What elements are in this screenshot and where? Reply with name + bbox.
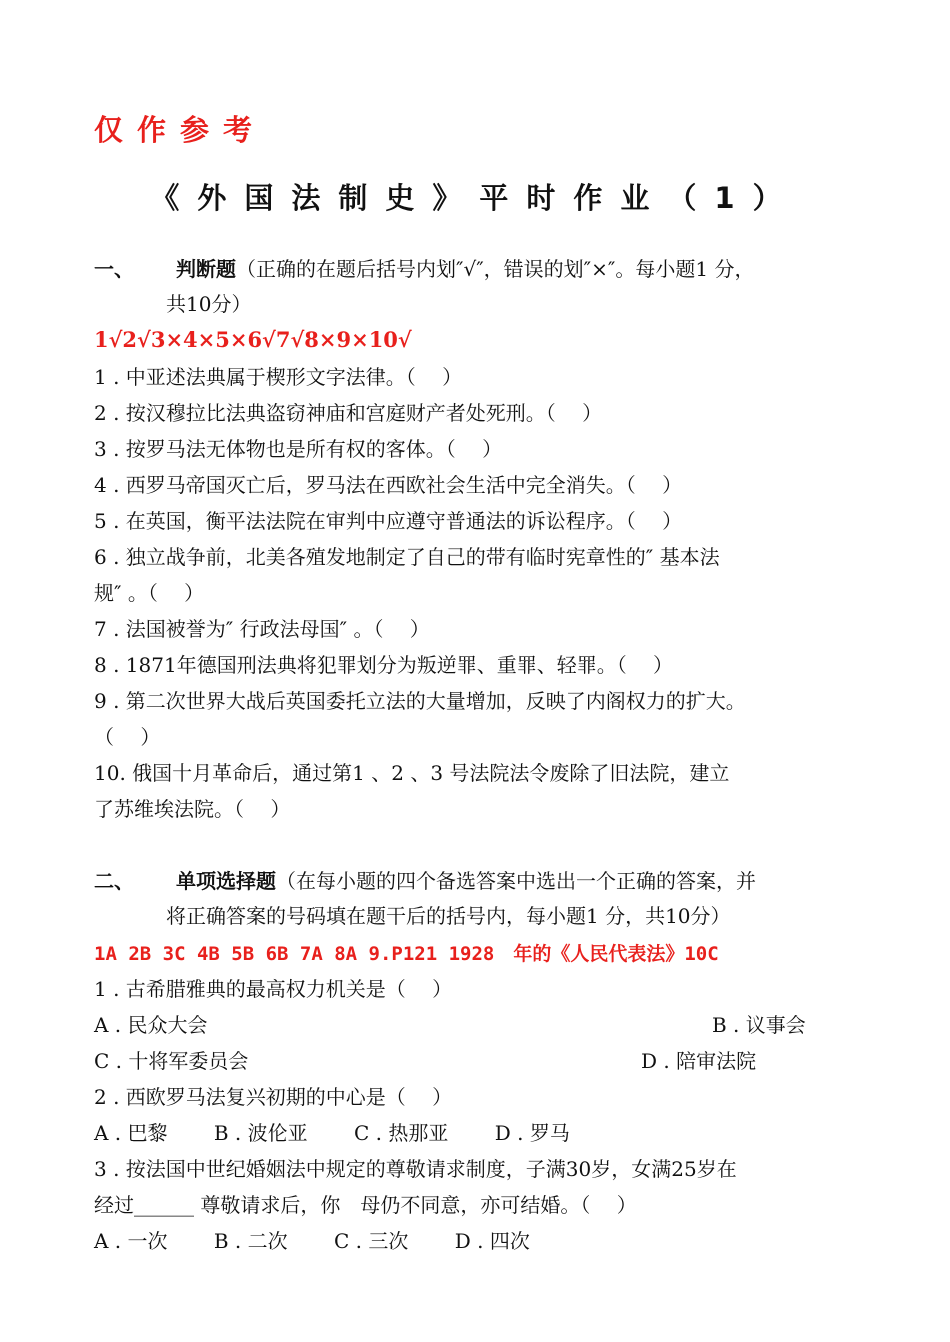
section-2-heading	[94, 867, 756, 895]
question-2-2: 2 . 西欧罗马法复兴初期的中心是（ ）	[94, 1085, 453, 1109]
section-2-number: 二、	[94, 869, 134, 893]
question-2-3: 3 . 按法国中世纪婚姻法中规定的尊敬请求制度，子满30岁，女满25岁在	[94, 1157, 737, 1181]
section-2-instructions-cont: 将正确答案的号码填在题干后的括号内，每小题1 分，共10分）	[166, 904, 731, 928]
question-1-7: 7 . 法国被誉为″ 行政法母国″ 。（ ）	[94, 617, 430, 641]
reference-only-label: 仅作参考	[94, 113, 267, 147]
section-2-instructions: （在每小题的四个备选答案中选出一个正确的答案，并	[276, 869, 756, 893]
section-1-heading	[94, 255, 754, 283]
section-1-answers: 1√2√3×4×5×6√7√8×9×10√	[94, 327, 412, 352]
question-1-9-cont: （ ）	[94, 725, 161, 749]
question-2-3-cont: 经过______ 尊敬请求后，你 母仍不同意，亦可结婚。（ ）	[94, 1193, 637, 1217]
question-1-10-cont: 了苏维埃法院。（ ）	[94, 797, 291, 821]
question-2-1-option-a: A . 民众大会	[94, 1013, 208, 1037]
question-1-1: 1 . 中亚述法典属于楔形文字法律。（ ）	[94, 365, 463, 389]
question-1-5: 5 . 在英国，衡平法法院在审判中应遵守普通法的诉讼程序。（ ）	[94, 509, 683, 533]
question-2-2-options: A . 巴黎 B . 波伦亚 C . 热那亚 D . 罗马	[94, 1121, 570, 1145]
question-1-3: 3 . 按罗马法无体物也是所有权的客体。（ ）	[94, 437, 503, 461]
question-2-1: 1 . 古希腊雅典的最高权力机关是（ ）	[94, 977, 453, 1001]
question-2-1-option-b: B . 议事会	[712, 1013, 806, 1037]
question-2-1-option-d: D . 陪审法院	[641, 1049, 757, 1073]
question-1-2: 2 . 按汉穆拉比法典盗窃神庙和宫庭财产者处死刑。（ ）	[94, 401, 603, 425]
question-1-6-cont: 规″ 。（ ）	[94, 581, 205, 605]
question-1-8: 8 . 1871年德国刑法典将犯罪划分为叛逆罪、重罪、轻罪。（ ）	[94, 653, 674, 677]
section-1-number: 一、	[94, 257, 134, 281]
section-2-title: 单项选择题	[176, 869, 276, 893]
section-1-instructions-cont: 共10分）	[166, 292, 252, 316]
page-title: 《外国法制史》平时作业（1）	[150, 181, 800, 215]
question-1-6: 6 . 独立战争前，北美各殖发地制定了自己的带有临时宪章性的″ 基本法	[94, 545, 720, 569]
question-2-3-options: A . 一次 B . 二次 C . 三次 D . 四次	[94, 1229, 530, 1253]
question-1-9: 9 . 第二次世界大战后英国委托立法的大量增加，反映了内阁权力的扩大。	[94, 689, 746, 713]
question-2-1-option-c: C . 十将军委员会	[94, 1049, 249, 1073]
question-1-10: 10. 俄国十月革命后，通过第1 、2 、3 号法院法令废除了旧法院，建立	[94, 761, 730, 785]
section-2-answers: 1A 2B 3C 4B 5B 6B 7A 8A 9.P121 1928 年的《人民代表法》10C	[94, 943, 719, 965]
question-1-4: 4 . 西罗马帝国灭亡后，罗马法在西欧社会生活中完全消失。（ ）	[94, 473, 683, 497]
section-1-instructions: （正确的在题后括号内划″√″，错误的划″×″。每小题1 分，	[236, 257, 755, 281]
section-1-title: 判断题	[176, 257, 236, 281]
